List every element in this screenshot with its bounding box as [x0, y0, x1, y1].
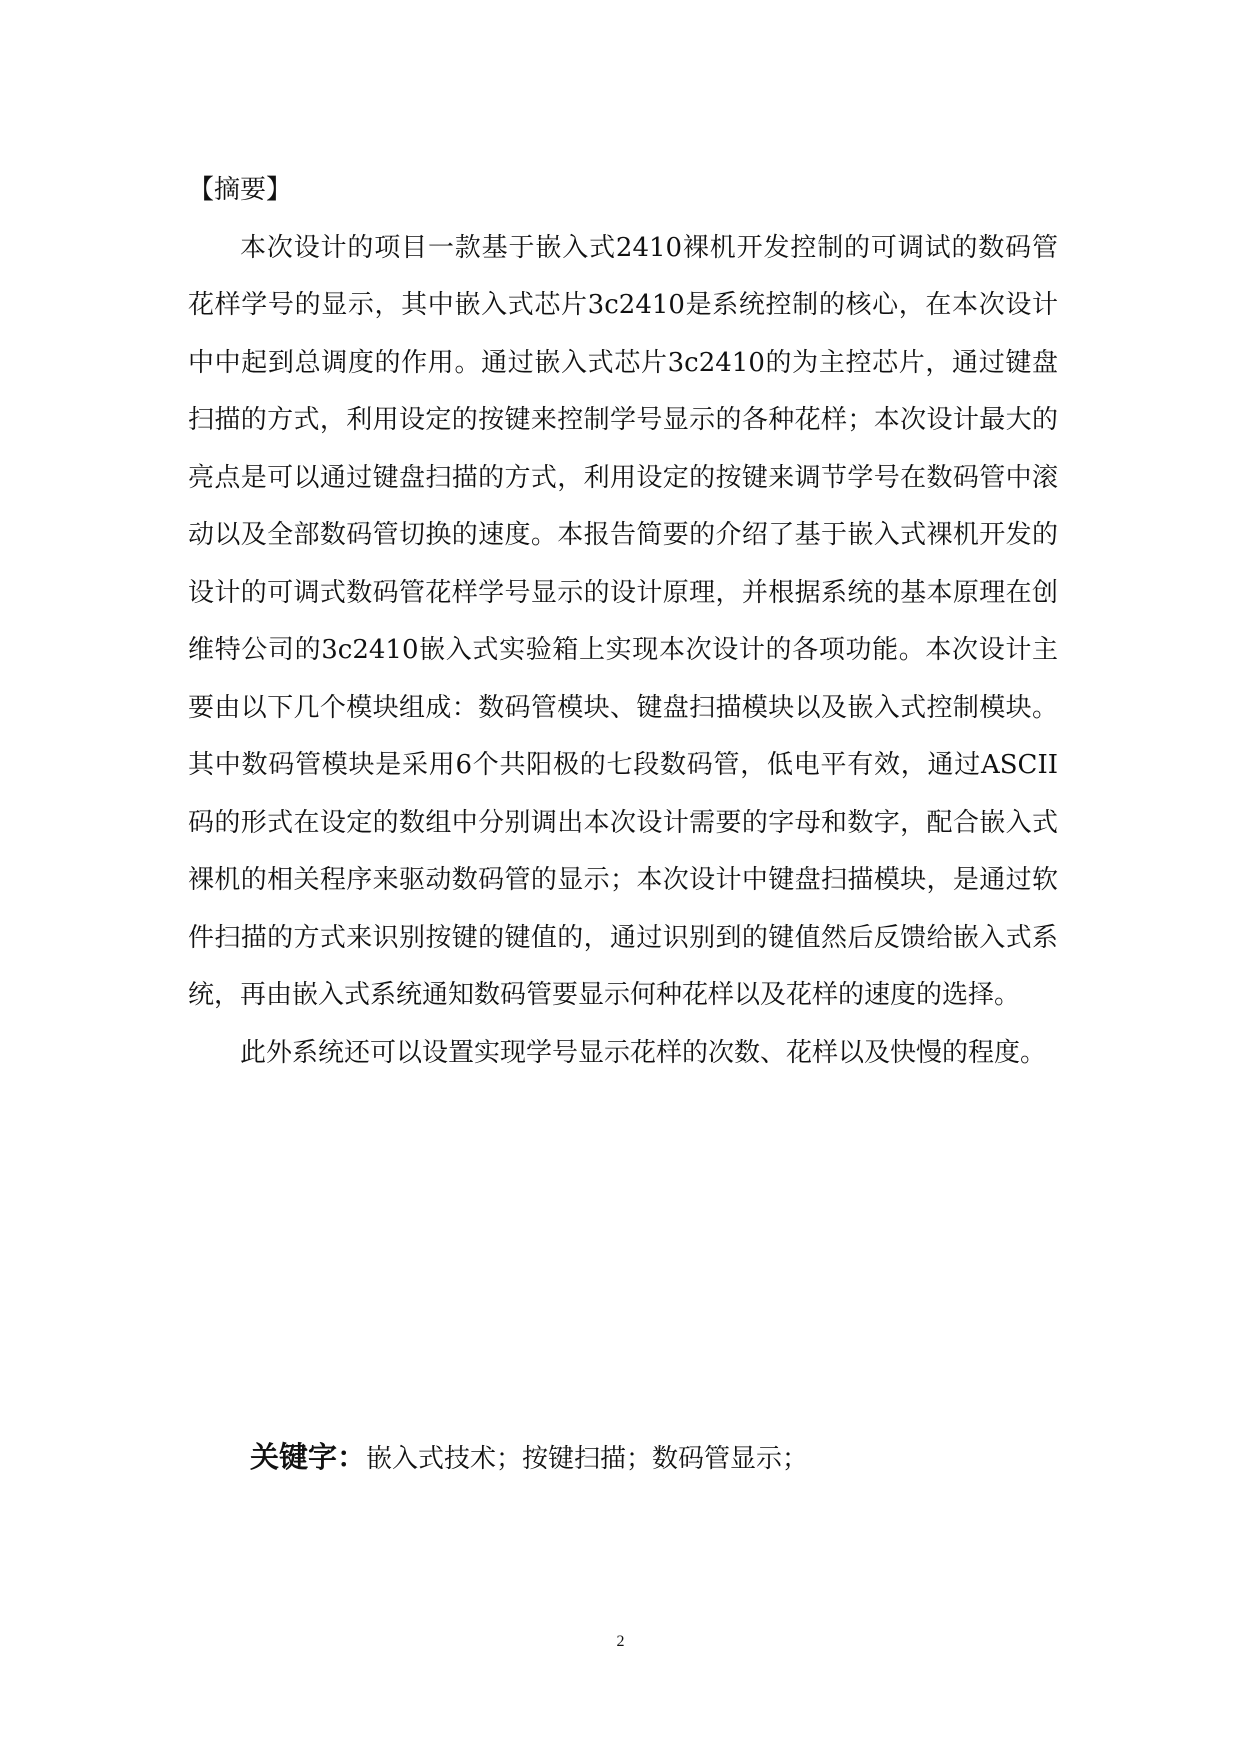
- keywords-text: 嵌入式技术；按键扫描；数码管显示；: [366, 1444, 809, 1474]
- page-number: 2: [616, 1633, 625, 1650]
- abstract-section: [188, 162, 1058, 1082]
- abstract-heading: 【摘要】: [188, 175, 293, 205]
- abstract-paragraph-2: 此外系统还可以设置实现学号显示花样的次数、花样以及快慢的程度。: [240, 1037, 1047, 1068]
- keywords-label: 关键字：: [250, 1440, 367, 1474]
- abstract-paragraph-1: 本次设计的项目一款基于嵌入式2410裸机开发控制的可调试的数码管花样学号的显示，其中嵌入式芯片3c2410是系统控制的核心，在本次设计中中起到总调度的作用。通过嵌入式芯片3c2410的为主控芯片，通过键盘扫描的方式，利用设定的按键来控制学号显示的各种花样；本次设计最大的亮点是可以通过键盘扫描的方式，利用设定的按键来调节学号在数码管中滚动以及全部数码管切换的速度。本报告简要的介绍了基于嵌入式裸机开发的设计的可调式数码管花样学号显示的设计原理，并根据系统的基本原理在创维特公司的3c2410嵌入式实验箱上实现本次设计的各项功能。本次设计主要由以下几个模块组成：数码管模块、键盘扫描模块以及嵌入式控制模块。其中数码管模块是采用6个共阳极的七段数码管，低电平有效，通过ASCII码的形式在设定的数组中分别调出本次设计需要的字母和数字，配合嵌入式裸机的相关程序来驱动数码管的显示；本次设计中键盘扫描模块，是通过软件扫描的方式来识别按键的键值的，通过识别到的键值然后反馈给嵌入式系统，再由嵌入式系统通知数码管要显示何种花样以及花样的速度的选择。: [188, 232, 1058, 1010]
- keywords-line: [250, 1437, 1050, 1479]
